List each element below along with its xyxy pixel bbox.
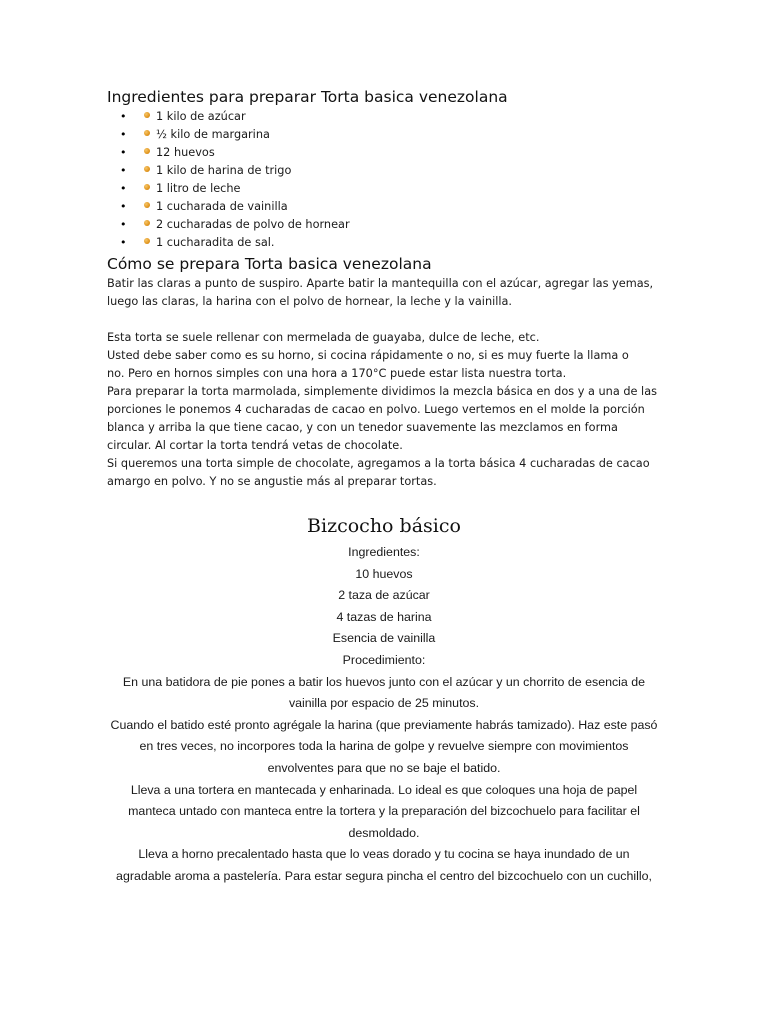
centered-line: Cuando el batido esté pronto agrégale la harina (que previamente habrás tamizado). Haz este pasó [110, 717, 658, 732]
ingredient-text: 1 kilo de harina de trigo [156, 164, 292, 177]
bullet-icon: • [120, 164, 127, 177]
centered-line: 4 tazas de harina [336, 609, 432, 624]
centered-line: Lleva a horno precalentado hasta que lo veas dorado y tu cocina se haya inundado de un [138, 847, 630, 862]
centered-line: 10 huevos [355, 566, 413, 581]
list-item [107, 234, 667, 252]
ornament-bullet-icon [144, 166, 150, 172]
centered-line: Procedimiento: [342, 652, 426, 667]
bullet-icon: • [120, 146, 127, 159]
ornament-bullet-icon [144, 148, 150, 154]
bullet-icon: • [120, 236, 127, 249]
paragraph-line: Si queremos una torta simple de chocolate, agregamos a la torta básica 4 cucharadas de cacao [107, 457, 650, 470]
ingredient-text: ½ kilo de margarina [156, 128, 270, 141]
method-heading: Cómo se prepara Torta basica venezolana [107, 255, 432, 273]
centered-line: manteca untado con manteca entre la tortera y la preparación del bizcochuelo para facilitar el [128, 804, 640, 819]
ingredient-text: 2 cucharadas de polvo de hornear [156, 218, 350, 231]
centered-line: 2 taza de azúcar [338, 588, 430, 603]
method-paragraph-1 [107, 275, 667, 311]
method-paragraph-2 [107, 329, 667, 491]
ornament-bullet-icon [144, 220, 150, 226]
ingredient-text: 1 cucharada de vainilla [156, 200, 288, 213]
paragraph-line: amargo en polvo. Y no se angustie más al preparar tortas. [107, 475, 437, 488]
bullet-icon: • [120, 200, 127, 213]
centered-line: Lleva a una tortera en mantecada y enharinada. Lo ideal es que coloques una hoja de papel [130, 782, 638, 797]
ornament-bullet-icon [144, 202, 150, 208]
ingredients-heading: Ingredientes para preparar Torta basica venezolana [107, 88, 508, 106]
recipe-bizcocho-basico [0, 512, 768, 888]
bullet-icon: • [120, 110, 127, 123]
list-item [107, 108, 667, 126]
centered-line: Ingredientes: [348, 545, 420, 559]
centered-line: desmoldado. [348, 825, 420, 840]
list-item [107, 198, 667, 216]
ingredient-text: 12 huevos [156, 146, 215, 159]
centered-line: agradable aroma a pastelería. Para estar segura pincha el centro del bizcochuelo con un cuchillo, [116, 868, 652, 883]
ornament-bullet-icon [144, 112, 150, 118]
paragraph-line: Batir las claras a punto de suspiro. Aparte batir la mantequilla con el azúcar, agregar las yemas, [107, 277, 654, 290]
list-item [107, 162, 667, 180]
ingredient-text: 1 cucharadita de sal. [156, 236, 275, 249]
ingredients-list [107, 108, 667, 252]
list-item [107, 144, 667, 162]
list-item [107, 126, 667, 144]
bullet-icon: • [120, 182, 127, 195]
paragraph-line: circular. Al cortar la torta tendrá vetas de chocolate. [107, 439, 403, 452]
paragraph-line: no. Pero en hornos simples con una hora a 170°C puede estar lista nuestra torta. [107, 367, 567, 380]
ingredient-text: 1 kilo de azúcar [156, 110, 246, 123]
ornament-bullet-icon [144, 184, 150, 190]
ingredient-text: 1 litro de leche [156, 182, 241, 195]
list-item [107, 180, 667, 198]
bullet-icon: • [120, 218, 127, 231]
recipe-torta-basica [107, 86, 667, 491]
paragraph-line: blanca y arriba la que tiene cacao, y con un tenedor suavemente las mezclamos en forma [107, 421, 618, 434]
paragraph-spacer [107, 311, 667, 329]
bizcocho-title: Bizcocho básico [307, 515, 461, 537]
list-item [107, 216, 667, 234]
paragraph-line: Usted debe saber como es su horno, si cocina rápidamente o no, si es muy fuerte la llama o [107, 349, 629, 362]
centered-line: vainilla por espacio de 25 minutos. [288, 696, 480, 711]
paragraph-line: Esta torta se suele rellenar con mermelada de guayaba, dulce de leche, etc. [107, 331, 540, 344]
centered-line: Esencia de vainilla [332, 631, 436, 646]
centered-line: En una batidora de pie pones a batir los huevos junto con el azúcar y un chorrito de esencia de [122, 674, 646, 689]
paragraph-line: Para preparar la torta marmolada, simplemente dividimos la mezcla básica en dos y a una de las [107, 385, 658, 398]
ornament-bullet-icon [144, 130, 150, 136]
centered-line: en tres veces, no incorpores toda la harina de golpe y revuelve siempre con movimientos [139, 739, 629, 754]
paragraph-line: porciones le ponemos 4 cucharadas de cacao en polvo. Luego vertemos en el molde la porción [107, 403, 645, 416]
paragraph-line: luego las claras, la harina con el polvo de hornear, la leche y la vainilla. [107, 295, 513, 308]
centered-line: envolventes para que no se baje el batido. [267, 760, 501, 775]
ornament-bullet-icon [144, 238, 150, 244]
bullet-icon: • [120, 128, 127, 141]
